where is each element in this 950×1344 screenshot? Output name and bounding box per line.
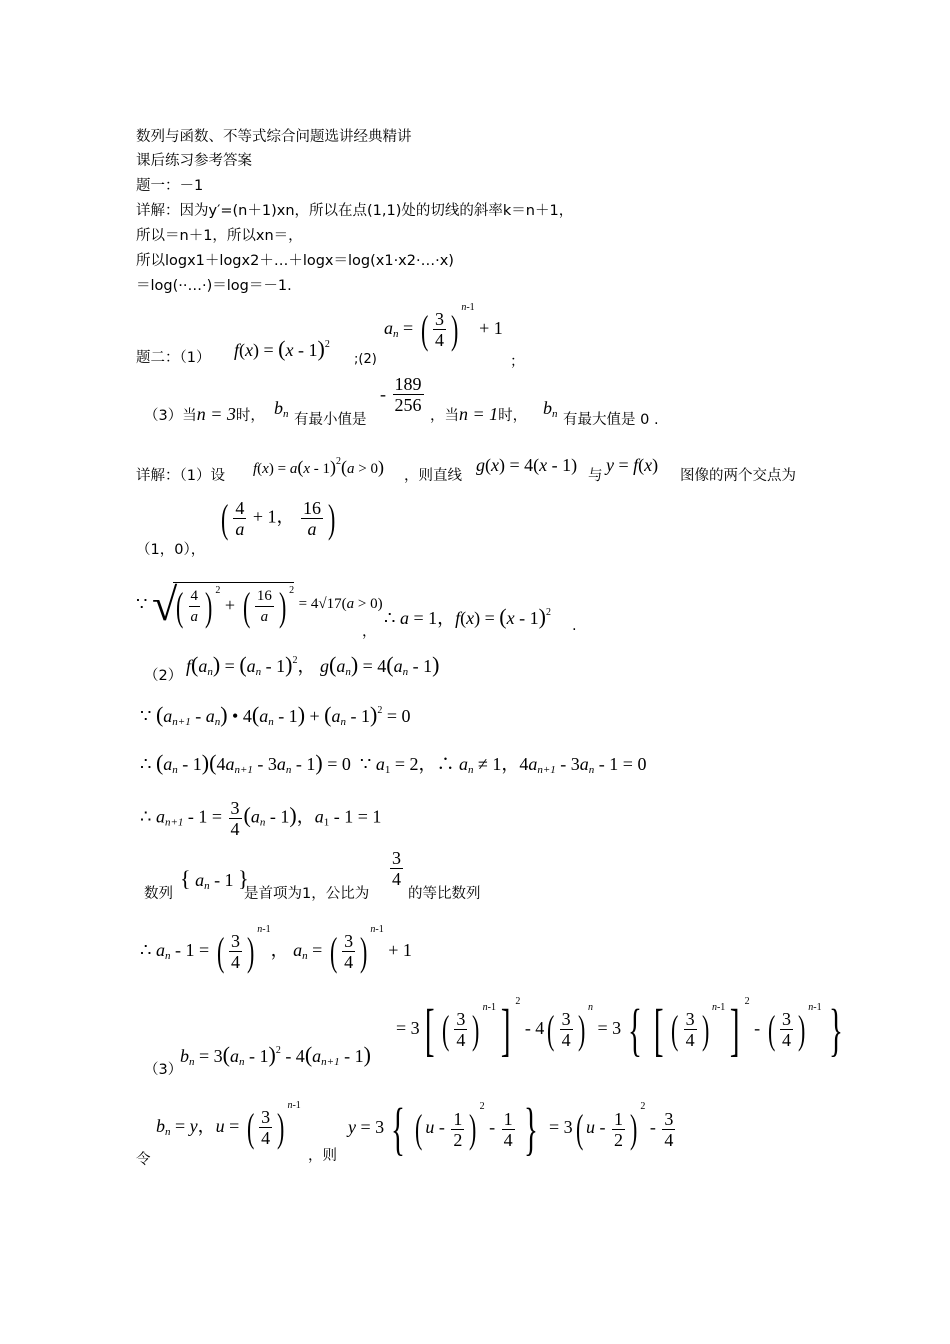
a-eq-1: ∴ a = 1，f(x) = (x - 1)$^2$ <box>384 604 551 629</box>
bn-symbol-2: $b_n$ <box>543 398 558 420</box>
doc-title: 数列与函数、不等式综合问题选讲经典精讲 <box>136 129 412 145</box>
doc-subtitle: 课后练习参考答案 <box>136 153 252 169</box>
y-quadratic: y = 3 { ( u - $\frac{1}{2}$ ) $^2$ - $\frac{1}{4}$ } = 3( u - $\frac{1}{2}$ ) $^2$ - $\frac{3}{4}$ <box>348 1096 674 1161</box>
detail1-a: 详解：（1）设 <box>136 468 225 484</box>
formula-an: $a_n$ = ( $\frac{3}{4}$ ) $^{n-1}$ + 1 <box>384 302 503 352</box>
part2-label: ;(2) <box>354 352 377 367</box>
seq-d: 的等比数列 <box>408 886 481 902</box>
semicolon: ； <box>510 354 525 370</box>
q1-answer: 题一：－1 <box>136 178 204 194</box>
q1-line4: ＝log(··…·)＝log＝－1. <box>136 278 292 294</box>
recurrence-1: ∵ $(a_{n+1} - a_n)$ • $4(a_n - 1) + (a_n - 1)^2 = 0$ <box>140 702 411 728</box>
sqrt-formula: ∵ √( $\frac{4}{a}$ ) $^2$ + ( $\frac{16}{a}$ ) $^2$ = 4√17(a > 0) <box>136 579 383 630</box>
formula-fx: f(x) = (x - 1)$^2$ <box>234 336 330 361</box>
bn-expand: = 3[ ( $\frac{3}{4}$ ) $^{n-1}$] $^2$ - 4( $\frac{3}{4}$ ) $^n$ = 3 { [ ( $\frac{3}{4}$ ) $^{n-1}$] $^2$ - ( $\frac{3}{4}$ ) $^{n-1}$ } <box>396 996 843 1062</box>
part2: （2） <box>144 668 183 684</box>
part3-label: （3） <box>144 1062 183 1078</box>
an-general: ∴ $a_n - 1$ = ( $\frac{3}{4}$ ) $^{n-1}$， $a_n$ = ( $\frac{3}{4}$ ) $^{n-1}$ + 1 <box>140 924 412 974</box>
then-label: ，则 <box>308 1148 337 1164</box>
ratio-frac: $\frac{3}{4}$ <box>392 848 401 889</box>
q2-label: 题二：（1） <box>136 350 211 366</box>
fan-gan: $f(a_n) = (a_n - 1)^2$， $g(a_n) = 4(a_n - 1)$ <box>186 652 440 678</box>
seq-b: 是首项为1，公比为 <box>244 886 370 902</box>
detail1-d: 图像的两个交点为 <box>680 468 796 484</box>
max-text: 有最大值是 0 . <box>563 412 659 428</box>
substitution: $b_n = y$，u = ( $\frac{3}{4}$ ) $^{n-1}$ <box>156 1100 301 1150</box>
formula-gx: g(x) = 4(x - 1) <box>476 455 578 475</box>
seq-a: 数列 <box>144 886 173 902</box>
let-label: 令 <box>136 1152 151 1168</box>
bn-def: $b_n = 3(a_n - 1)^2 - 4(a_{n+1} - 1)$ <box>180 1042 371 1068</box>
max-line: ，当n = 1时， <box>430 404 528 424</box>
point1: （1，0）， <box>136 542 206 558</box>
detail1-c: 与 <box>588 468 603 484</box>
formula-fx-a: f(x) = a(x - 1)$^2$(a > 0) <box>253 456 384 477</box>
q1-line2: 所以＝n＋1，所以xn＝， <box>136 228 303 244</box>
min-text: 有最小值是 <box>294 412 367 428</box>
part3-line: （3）当n = 3时， <box>144 404 265 424</box>
point2: ( $\frac{4}{a}$ + 1， $\frac{16}{a}$ ) <box>220 495 336 541</box>
seq-set: { $a_n - 1$ } <box>180 866 249 892</box>
comma-1: ， <box>362 624 377 640</box>
dot-end: . <box>572 618 577 634</box>
detail1-b: ，则直线 <box>404 468 462 484</box>
bn-symbol: $b_n$ <box>274 398 289 420</box>
q1-line3: 所以logx1＋logx2＋…＋logx＝log(x1·x2·…·x) <box>136 253 454 269</box>
formula-y: y = f(x) <box>606 455 659 475</box>
min-value: - $\frac{189}{256}$ <box>380 374 422 415</box>
q1-line1: 详解：因为y′=(n＋1)xn，所以在点(1,1)处的切线的斜率k＝n＋1， <box>136 203 574 219</box>
recurrence-2: ∴ $(a_n - 1)(4a_{n+1} - 3a_n - 1) = 0$ ∵ $a_1 = 2$，∴ $a_n \ne 1$，$4a_{n+1} - 3a_n - 1 = 0$ <box>140 750 647 776</box>
recurrence-3: ∴ $a_{n+1} - 1$ = $\frac{3}{4}$ $(a_n - 1)$，$a_1 - 1 = 1$ <box>140 798 382 839</box>
